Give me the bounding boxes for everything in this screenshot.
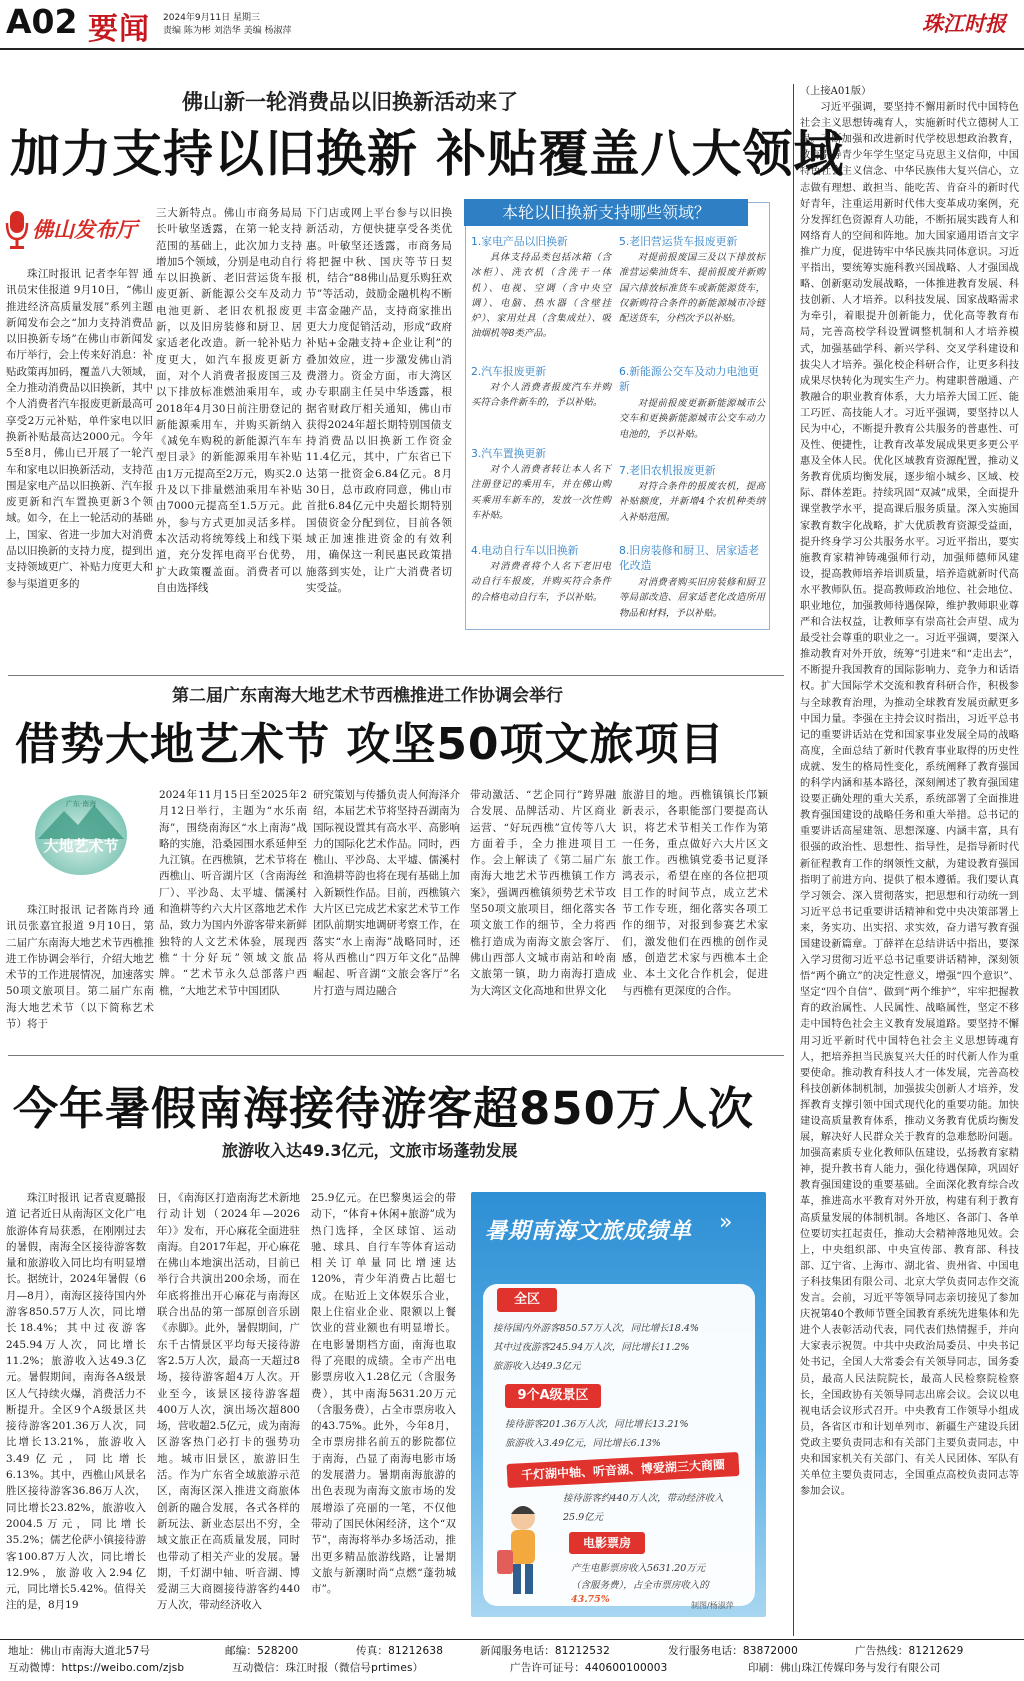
story2-subtitle: 第二届广东南海大地艺术节西樵推进工作协调会举行 bbox=[172, 686, 563, 706]
card-credit: 制图/杨淑萍 bbox=[691, 1601, 734, 1610]
panel-item-2-title: 2.汽车报废更新 bbox=[471, 365, 547, 378]
footer-wechat: 互动微信：珠江时报（微信号prtimes） bbox=[232, 1662, 424, 1674]
newspaper-logo: 珠江时报 bbox=[922, 11, 1006, 36]
card-box-office-line2: （含服务费），占全市票房收入的 bbox=[571, 1580, 709, 1591]
footer-address: 地址：佛山市南海大道北57号 bbox=[8, 1645, 151, 1657]
panel-item-6-title: 6.新能源公交车及动力电池更新 bbox=[619, 365, 759, 393]
card-title: 暑期南海文旅成绩单 bbox=[485, 1218, 693, 1244]
footer-rule bbox=[0, 1639, 1024, 1640]
card-district-line1: 接待国内外游客850.57万人次，同比增长18.4% bbox=[493, 1323, 699, 1334]
editors: 责编 陈为彬 刘浩华 美编 杨淑萍 bbox=[163, 26, 292, 36]
footer-fax: 传真：81212638 bbox=[356, 1645, 444, 1657]
story2-col1: 珠江时报讯 记者陈肖玲 通讯员张嘉宜报道 9月10日，第二届广东南海大地艺术节西樵推进工作协调会举行，介绍大地艺术节的工作进展情况，加速落实50项文旅项目。第二届广东南海大地艺术节（以下简称艺术节）将于 bbox=[6, 904, 154, 1031]
card-tag-box-office: 电影票房 bbox=[569, 1532, 645, 1554]
card-box-office-line3: 43.75% bbox=[571, 1594, 610, 1605]
panel-item-8-title: 8.旧房装修和厨卫、居家适老化改造 bbox=[619, 544, 759, 572]
continued-marker: （上接A01版） bbox=[800, 86, 872, 97]
page-number: A02 bbox=[6, 2, 78, 41]
foshan-release-logo bbox=[6, 205, 154, 253]
story3-col2: 日，《南海区打造南海艺术新地行动计划（2024年—2026年）》发布，开心麻花全面进驻南海。自2017年起，开心麻花在佛山本地演出活动，目前已举行合共演出200余场，而在年底将推出开心麻花与南海区联合出品的第一部原创音乐剧《赤脚》。此外，暑假期间，广东千古情景区平均每天接待游客2.5万人次，最高一天超过8场，接待游客超4万人次。开业至今，该景区接待游客超400万人次，演出场次超800场，营收超2.5亿元，成为南海区游客热门必打卡的强势功地。城市旧景区，旅游旧生活。作为广东省全域旅游示范区，南海区深入推进文商旅体创新的融合发展，各式各样的新玩法、新业态层出不穷，全域文旅正在高质量发展，同时也带动了相关产业的发展。暑期，千灯湖中轴、听音湖、博爱湖三大商圈接待游客约440万人次，带动经济收入 bbox=[157, 1192, 300, 1612]
masthead-rule bbox=[0, 48, 1024, 50]
story1-col1: 珠江时报讯 记者李年智 通讯员宋佳报道 9月10日，“佛山推进经济高质量发展”系列主题新闻发布会之“加力支持消费品以旧换新专场”在佛山市新闻发布厅举行，会上传来好消息：补贴政策再加码，覆盖八大领域，全力推动消费品以旧换新，其中个人消费者汽车报废更新最高可享受2万元补贴，单件家电以旧换新补贴最高达2000元。今年5至8月，佛山已开展了一轮汽车和家电以旧换新活动，支持范围是家电产品以旧换新、汽车报废更新和汽车置换更新3个领域。如今，在上一轮活动的基础上，国家、省进一步加大对消费品以旧换新的支持力度，提到出支持领域更广、补贴力度更大和参与渠道更多的 bbox=[6, 268, 153, 590]
tourist-illustration bbox=[483, 1492, 563, 1602]
story2-headline: 借势大地艺术节 攻坚50项文旅项目 bbox=[15, 719, 725, 770]
story3-subtitle: 旅游收入达49.3亿元，文旅市场蓬勃发展 bbox=[222, 1141, 518, 1160]
section-name: 要闻 bbox=[88, 12, 150, 47]
footer-weibo: 互动微博：https://weibo.com/zjsb bbox=[8, 1662, 185, 1674]
panel-item-3-title: 3.汽车置换更新 bbox=[471, 447, 547, 460]
story-divider-1 bbox=[8, 675, 784, 676]
panel-item-1-body: 具体支持品类包括冰箱（含冰柜）、洗衣机（含洗干一体机）、电视、空调（含中央空调）、电脑、热水器（含壁挂炉）、家用灶具（含集成灶）、吸油烟机等8类产品。 bbox=[471, 252, 611, 340]
dateline bbox=[163, 12, 291, 38]
story-divider-2 bbox=[8, 1055, 784, 1056]
issue-date: 2024年9月11日 星期三 bbox=[163, 13, 260, 23]
summer-tourism-infographic bbox=[471, 1192, 766, 1617]
panel-item-4-body: 对消费者将个人名下老旧电动自行车报废，并购买符合条件的合格电动自行车，予以补贴。 bbox=[471, 561, 611, 603]
card-district-line3: 旅游收入达49.3亿元 bbox=[493, 1361, 581, 1372]
panel-item-5-title: 5.老旧营运货车报废更新 bbox=[619, 235, 738, 248]
card-malls-line1: 接待游客约440万人次，带动经济收入 bbox=[563, 1493, 724, 1504]
footer-news-hotline: 新闻服务电话：81212532 bbox=[480, 1645, 610, 1657]
footer-postcode: 邮编：528200 bbox=[225, 1645, 299, 1657]
card-tag-a-level: 9个A级景区 bbox=[505, 1384, 601, 1408]
story2-col5: 旅游目的地。西樵镇镇长邝颖新表示，各职能部门要提高认识，将艺术节相关工作作为第一任务，重点做好六大片区文旅工作。西樵镇党委书记夏泽鸿表示，希望在座的各位把项目工作的时间节点，成立艺术节工作专班，细化落实各项工作的细节，对报到参赛艺术家们，激发他们在西樵的创作灵感，创造艺术家与西樵本土企业、本土文化合作机会，促进与西樵有更深度的合作。 bbox=[622, 789, 768, 997]
column-divider bbox=[793, 84, 794, 1636]
panel-title: 本轮以旧换新支持哪些领域？ bbox=[464, 199, 748, 226]
story2-col4: 带动激活、“艺企同行”跨界融合发展、品牌活动、片区商业运营、“好玩西樵”宣传等八大方面着手，全力推进项目工作。会上解读了《第二届广东南海大地艺术节西樵镇工作方案》，强调西樵镇须势艺术节攻坚50项文旅项目，细化落实各项文旅工作的细节，全力将西樵打造成为南海文旅会客厅、佛山西部人文城市南站和岭南文旅第一镇，助力南海打造成为大湾区文化高地和世界文化 bbox=[470, 789, 616, 997]
panel-item-4-title: 4.电动自行车以旧换新 bbox=[471, 544, 579, 557]
card-a-level-line2: 旅游收入3.49亿元，同比增长6.13% bbox=[505, 1438, 661, 1449]
story1-subtitle: 佛山新一轮消费品以旧换新活动来了 bbox=[182, 90, 518, 114]
panel-item-6-body: 对提前报废更新新能源城市公交车和更换新能源城市公交车动力电池的，予以补贴。 bbox=[619, 398, 765, 440]
story3-col3: 25.9亿元。在巴黎奥运会的带动下，“体育+休闲+旅游”成为热门选择，全区球馆、运动驰、球具、自行车等体育运动相关订单量同比增速达120%，青少年消费占比超七成。在贴近上文体娱乐合业，限上住宿业企业、限额以上餐饮业的营业额也有明显增长。在电影暑期档方面，南海也取得了亮眼的成绩。全市产出电影票房收入1.28亿元（含服务费），其中南海5631.20万元（含服务费），占全市票房收入的43.75%。此外，今年8月，全市票房排名前五的影院都位于南海，凸显了南海电影市场的发展潜力。暑期南海旅游的出色表现为南海文旅市场的发展增添了亮丽的一笔，不仅他带动了国民休闲经济，这个“双节”，南海将举办多场活动，推出更多精品旅游线路，让暑期文旅与新潮时尚”点燃“蓬勃城市”。 bbox=[311, 1192, 456, 1596]
panel-item-7-body: 对符合条件的报废农机，提高补贴额度，并新增4个农机种类纳入补贴范围。 bbox=[619, 481, 765, 523]
panel-item-1-title: 1.家电产品以旧换新 bbox=[471, 235, 568, 248]
panel-item-2-body: 对个人消费者报废汽车并购买符合条件新车的，予以补贴。 bbox=[471, 382, 611, 409]
continued-article: （上接A01版） 习近平强调，要坚持不懈用新时代中国特色社会主义思想铸魂育人，实施新时代立德树人工程。不断加强和改进新时代学校思想政治教育，教育引导青少年学生坚定马克思主义信仰，中国特色社会主义信念、中华民族伟大复兴信心，立志做有理想、敢担当、能吃苦、肯奋斗的新时代好青年，注重运用新时代伟大变革成功案例，充分发挥红色资源育人功能，不断拓展实践育人和网络育人的空间和阵地。加大国家通用语言文字推广力度，促进铸牢中华民族共同体意识。习近平指出，要统筹实施科教兴国战略、人才强国战略、创新驱动发展战略，一体推进教育发展、科技创新、人才培养。以科技发展、国家战略需求为牵引，着眼提升创新能力，优化高等教育布局，完善高校学科设置调整机制和人才培养模式，加强基础学科、新兴学科、交叉学科建设和拔尖人才培养。强化校企科研合作，让更多科技成果尽快转化为现实生产力。构建职普融通、产教融合的职业教育体系，大力培养大国工匠、能工巧匠、高技能人才。习近平强调，要坚持以人民为中心，不断提升教育公共服务的普惠性、可及性、便捷性，让教育改革发展成果更多更公平惠及全体人民。优化区域教育资源配置，推动义务教育优质均衡发展，逐步缩小城乡、区域、校际、群体差距。持续巩固“双减”成果，全面提升课堂教学水平，提高课后服务质量。深入实施国家教育数字化战略，扩大优质教育资源受益面，提升终身学习公共服务水平。习近平指出，要实施教育家精神铸魂强师行动，加强师德师风建设，提高教师培养培训质量，培养造就新时代高水平教师队伍。提高教师政治地位、社会地位、职业地位，加强教师待遇保障，维护教师职业尊严和合法权益，让教师享有崇高社会声望、成为最受社会尊重的职业之一。习近平强调，要深入推动教育对外开放，统筹“引进来”和“走出去”，不断提升我国教育的国际影响力、竞争力和话语权。扩大国际学术交流和教育科研合作，积极参与全球教育治理，为推动全球教育发展贡献更多中国力量。李强在主持会议时指出，习近平总书记的重要讲话站在党和国家事业发展全局的战略高度，全面总结了新时代教育事业取得的历史性成就、发生的格局性变化，系统阐释了教育强国的科学内涵和基本路径，深刻阐述了教育强国建设要正确处理的重大关系，系统部署了全面推进教育强国建设的战略任务和重大举措。总书记的重要讲话高屋建瓴、思想深邃、内涵丰富，具有很强的政治性、思想性、指导性，是指导新时代新征程教育工作的纲领性文献，为建设教育强国指明了前进方向、提供了根本遵循。我们要认真学习领会、深入贯彻落实，把思想和行动统一到习近平总书记重要讲话精神和党中央决策部署上来，务实功、出实招、求实效，奋力谱写教育强国建设新篇章。丁薛祥在总结讲话中指出，要深入学习贯彻习近平总书记重要讲话精神，深刻领悟“两个确立”的决定性意义，增强“四个意识”、坚定“四个自信”、做到“两个维护”，牢牢把握教育的政治属性、人民属性、战略属性，坚定不移走中国特色社会主义教育发展道路。要坚持不懈用习近平新时代中国特色社会主义思想铸魂育人，把培养担当民族复兴大任的时代新人作为重要使命。推动教育科技人才一体发展，完善高校科技创新体制机制，加强拔尖创新人才培养，发挥教育支撑引领中国式现代化的重要功能。加快建设高质量教育体系，推动义务教育优质均衡发展，解决好人民群众关于教育的急难愁盼问题。加强高素质专业化教师队伍建设，弘扬教育家精神，提升教书育人能力，强化待遇保障，巩固好教育强国建设的重要基础。全面深化教育综合改革，推进高水平教育对外开放，构建有利于教育高质量发展的体制机制。各地区、各部门、各单位要切实扛起责任，推动大会精神落地见效。会上，中央组织部、中央宣传部、教育部、科技部、辽宁省、上海市、湖北省、贵州省、中国电子科技集团有限公司、北京大学负责同志作交流发言。会前，习近平等领导同志亲切接见了参加庆祝第40个教师节暨全国教育系统先进集体和先进个人表彰活动代表，同代表们热情握手，并向大家表示祝贺。中共中央政治局委员、中央书记处书记，全国人大常委会有关领导同志，国务委员，最高人民法院院长，最高人民检察院检察长，全国政协有关领导同志出席会议。会议以电视电话会议形式召开。中央教育工作领导小组成员，各省区市和计划单列市、新疆生产建设兵团党政主要负责同志和有关部门主要负责同志，中央和国家机关有关部门、有关人民团体、军队有关单位主要负责同志，全国重点高校负责同志等参加会议。 bbox=[800, 86, 1019, 1498]
story2-col3: 研究策划与传播负责人何海泽介绍，本届艺术节将坚持吾湖南为国际视设置其有高水平、高影响力的国际化艺术作品。同时，西樵山、平沙岛、太平墟、儒溪村和渔耕等韵也将在现有基础上加入新颖性作品。目前，西樵镇六大片区已完成艺术家艺术节工作团队前期实地调研考察工作，在落实“水上南海”战略同时，还将从西樵山“四万年文化”品牌崛起、听音湖“文旅会客厅”名片打造与周边融合 bbox=[313, 789, 460, 997]
footer-ad-hotline: 广告热线：81212629 bbox=[855, 1645, 964, 1657]
card-tag-district: 全区 bbox=[497, 1288, 557, 1312]
story3-headline: 今年暑假南海接待游客超850万人次 bbox=[13, 1082, 754, 1135]
card-box-office-line1: 产生电影票房收入5631.20万元 bbox=[571, 1563, 706, 1574]
panel-item-3-body: 对个人消费者转让本人名下注册登记的乘用车，并在佛山购买乘用车新车的，发放一次性购车补贴。 bbox=[471, 464, 611, 521]
panel-item-7-title: 7.老旧农机报废更新 bbox=[619, 464, 716, 477]
story1-col2: 三大新特点。佛山市商务局局长叶敏坚透露，在第一轮支持范围的基础上，此次加力支持增加5个领域，分别是电动自行车以旧换新、老旧营运货车报废更新、新能源公交车及动力电池更新、老旧农机报废更新，以及旧房装修和厨卫、居家适老化改造。新一轮补贴力度更大，如汽车报废更新方面，对个人消费者报废国三及以下排放标准燃油乘用车，或2018年4月30日前注册登记的新能源乘用车，并购买新纳入《减免车购税的新能源汽车车型目录》的新能源乘用车补贴由1万元提高至2万元，购买2.0升及以下排量燃油乘用车补贴由7000元提高至1.5万元。此外，参与方式更加灵活多样。本次活动将统筹线上和线下渠道，充分发挥电商平台优势，扩大政策覆盖面。消费者可以自由选择线 bbox=[156, 207, 302, 594]
land-art-festival-logo-text: 大地艺术节 bbox=[43, 837, 119, 855]
card-malls-line2: 25.9亿元 bbox=[563, 1512, 604, 1523]
footer-distribution-hotline: 发行服务电话：83872000 bbox=[668, 1645, 798, 1657]
footer-printer: 印刷：佛山珠江传媒印务与发行有限公司 bbox=[748, 1662, 941, 1674]
chevron-right-icon: » bbox=[719, 1210, 733, 1235]
panel-item-5-body: 对提前报废国三及以下排放标准营运柴油货车、提前报废并新购国六排放标准货车或新能源货车，仅新购符合条件的新能源城市冷链配送货车，分档次予以补贴。 bbox=[619, 252, 765, 325]
panel-item-8-body: 对消费者购买旧房装修和厨卫等局部改造、居家适老化改造所用物品和材料，予以补贴。 bbox=[619, 577, 765, 619]
story3-col1: 珠江时报讯 记者袁夏璐报道 记者近日从南海区文化广电旅游体育局获悉，在刚刚过去的暑假，南海全区接待游客数量和旅游收入同比均有明显增长。据统计，2024年暑假（6月—8月），南海区接待国内外游客850.57万人次，同比增长18.4%；其中过夜游客245.94万人次，同比增长11.2%；旅游收入达49.3亿元。暑假期间，南海各A级景区人气持续火爆，消费活力不断提升。全区9个A级景区共接待游客201.36万人次，同比增长13.21%，旅游收入3.49亿元，同比增长6.13%。其中，西樵山风景名胜区接待游客36.86万人次，同比增长23.82%，旅游收入2004.5万元，同比增长35.2%；儒艺伦萨小镇接待游客100.87万人次，同比增长12.9%，旅游收入2.94亿元，同比增长5.42%。值得关注的是，8月19 bbox=[6, 1192, 146, 1612]
story2-col2: 2024年11月15日至2025年2月12日举行，主题为“水乐南海”，围绕南海区“水上南海”战略的实施，沿桑园围水系延伸至九江镇。在西樵镇，艺术节将在西樵山、听音湖片区（含南海丝厂）、平沙岛、太平墟、儒溪村和渔耕等约六大片区落地艺术作品，致力为国内外游客带来新鲜独特的人文艺术体验，展现西樵“十分好玩”领域文旅品牌。“艺术节永久总部落户西樵，“大地艺术节中国团队 bbox=[159, 789, 307, 997]
card-tag-malls: 千灯湖中轴、听音湖、博爱湖三大商圈 bbox=[507, 1452, 740, 1488]
foshan-release-logo-text: 佛山发布厅 bbox=[32, 217, 137, 242]
card-a-level-line1: 接待游客201.36万人次，同比增长13.21% bbox=[505, 1419, 689, 1430]
land-art-festival-logo-caption: 广东·南海 bbox=[65, 800, 97, 808]
story1-headline: 加力支持以旧换新 补贴覆盖八大领域 bbox=[10, 125, 845, 183]
story1-col3: 下门店或网上平台参与以旧换新活动，方便快捷享受各类优惠。叶敏坚还透露，市商务局将把握中秋、国庆等节日契机，结合“88佛山品夏乐购狂欢节”等活动，鼓励金融机构不断丰富金融产品，支持商家推出更大力度促销活动，形成“政府补贴+金融支持+企业让利”的叠加效应，进一步激发佛山消费潜力。资金方面，市大湾区办专职副主任吴中华透露，根据省财政厅相关通知，佛山市获得2024年超长期特别国债支持消费品以旧换新工作资金11.4亿元，其中，广东省已下达第一批资金6.84亿元。8月30日，总市政府同意，佛山市首批6.84亿元中央超长期特别国债资金分配到位，目前各领域正加速推进资金的有效利用，确保这一利民惠民政策措施落到实处，让广大消费者切实受益。 bbox=[306, 207, 452, 594]
footer-license: 广告许可证号：440600100003 bbox=[510, 1662, 668, 1674]
land-art-festival-logo bbox=[24, 787, 139, 877]
card-district-line2: 其中过夜游客245.94万人次，同比增长11.2% bbox=[493, 1342, 690, 1353]
